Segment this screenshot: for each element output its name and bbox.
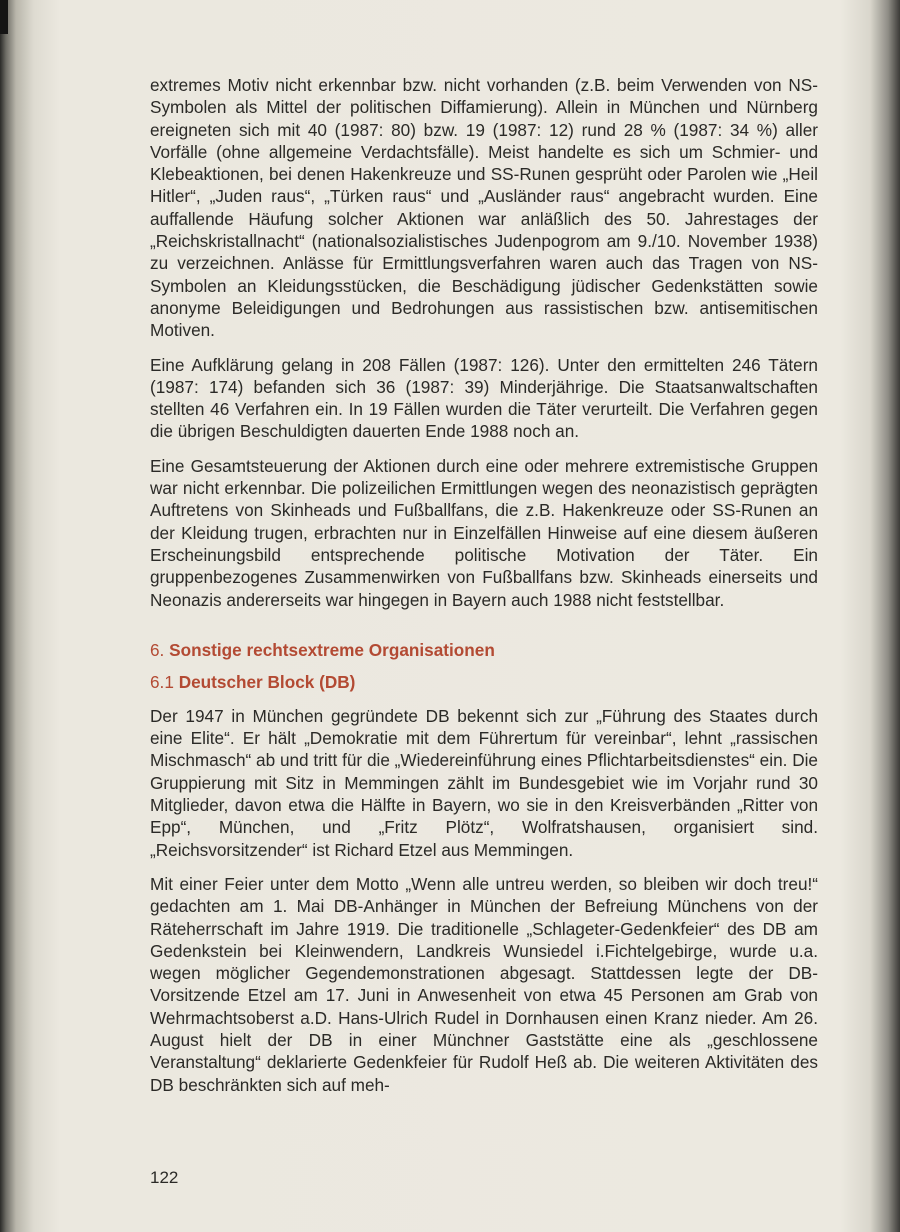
subsection-heading <box>150 671 818 693</box>
paragraph-coordination: Eine Gesamtsteuerung der Aktionen durch eine oder mehrere extremistische Gruppen war nicht erkennbar. Die polizeilichen Ermittlungen wegen des neonazistisch geprägten Auftretens von Skinheads und Fußballfans, die z.B. Hakenkreuze oder SS-Runen an der Kleidung trugen, erbrachten nur in Einzelfällen Hinweise auf eine diesem äußeren Erscheinungsbild entsprechende politische Motivation der Täter. Ein gruppenbezogenes Zusammenwirken von Fußballfans bzw. Skinheads einerseits und Neonazis andererseits war hingegen in Bayern auch 1988 nicht feststellbar. <box>150 455 818 610</box>
paragraph-db-activities: Mit einer Feier unter dem Motto „Wenn alle untreu werden, so bleiben wir doch treu!“ gedachten am 1. Mai DB-Anhänger in München der Befreiung Münchens von der Räteherrschaft im Jahre 1919. Die traditionelle „Schlageter-Gedenkfeier“ des DB am Gedenkstein bei Kleinwendern, Landkreis Wunsiedel i.Fichtelgebirge, wurde u.a. wegen möglicher Gegendemonstrationen abgesagt. Stattdessen legte der DB-Vorsitzende Etzel am 17. Juni in Anwesenheit von etwa 45 Personen am Grab von Wehrmachtsoberst a.D. Hans-Ulrich Rudel in Dornhausen einen Kranz nieder. Am 26. August hielt der DB in einer Münchner Gaststätte eine als „geschlossene Veranstaltung“ deklarierte Gedenkfeier für Rudolf Heß ab. Die weiteren Aktivitäten des DB beschränkten sich auf meh- <box>150 873 818 1095</box>
page-number: 122 <box>150 1168 179 1187</box>
paragraph-clearance: Eine Aufklärung gelang in 208 Fällen (1987: 126). Unter den ermittelten 246 Tätern (1987: 174) befanden sich 36 (1987: 39) Minderjährige. Die Staatsanwaltschaften stellten 46 Verfahren ein. In 19 Fällen wurden die Täter verurteilt. Die Verfahren gegen die übrigen Beschuldigten dauerten Ende 1988 noch an. <box>150 354 818 442</box>
paragraph-motives: extremes Motiv nicht erkennbar bzw. nicht vorhanden (z.B. beim Verwenden von NS-Symbolen als Mittel der politischen Diffamierung). Allein in München und Nürnberg ereigneten sich mit 40 (1987: 80) bzw. 19 (1987: 12) rund 28 % (1987: 34 %) aller Vorfälle (ohne allgemeine Verdachtsfälle). Meist handelte es sich um Schmier- und Klebeaktionen, bei denen Hakenkreuze und SS-Runen gesprüht oder Parolen wie „Heil Hitler“, „Juden raus“, „Türken raus“ und „Ausländer raus“ angebracht wurden. Eine auffallende Häufung solcher Aktionen war anläßlich des 50. Jahrestages der „Reichskristallnacht“ (nationalsozialistisches Judenpogrom am 9./10. November 1938) zu verzeichnen. Anlässe für Ermittlungsverfahren waren auch das Tragen von NS-Symbolen an Kleidungsstücken, die Beschädigung jüdischer Gedenkstätten sowie anonyme Beleidigungen und Bedrohungen aus rassistischen bzw. antisemitischen Motiven. <box>150 75 818 341</box>
section-heading <box>150 639 818 661</box>
subsection-title: Deutscher Block (DB) <box>178 671 356 692</box>
section-title: Sonstige rechtsextreme Organisationen <box>169 639 495 660</box>
page-content <box>150 74 818 1108</box>
section-number: 6. <box>150 639 165 660</box>
paragraph-db-profile: Der 1947 in München gegründete DB bekennt sich zur „Führung des Staates durch eine Elite“. Er hält „Demokratie mit dem Führertum für vereinbar“, lehnt „rassischen Mischmasch“ ab und tritt für die „Wiedereinführung eines Pflichtarbeitsdienstes“ ein. Die Gruppierung mit Sitz in Memmingen zählt im Bundesgebiet wie im Vorjahr rund 30 Mitglieder, davon etwa die Hälfte in Bayern, wo sie in den Kreisverbänden „Ritter von Epp“, München, und „Fritz Plötz“, Wolfratshausen, organisiert sind. „Reichsvorsitzender“ ist Richard Etzel aus Memmingen. <box>150 705 818 860</box>
subsection-number: 6.1 <box>150 671 174 692</box>
